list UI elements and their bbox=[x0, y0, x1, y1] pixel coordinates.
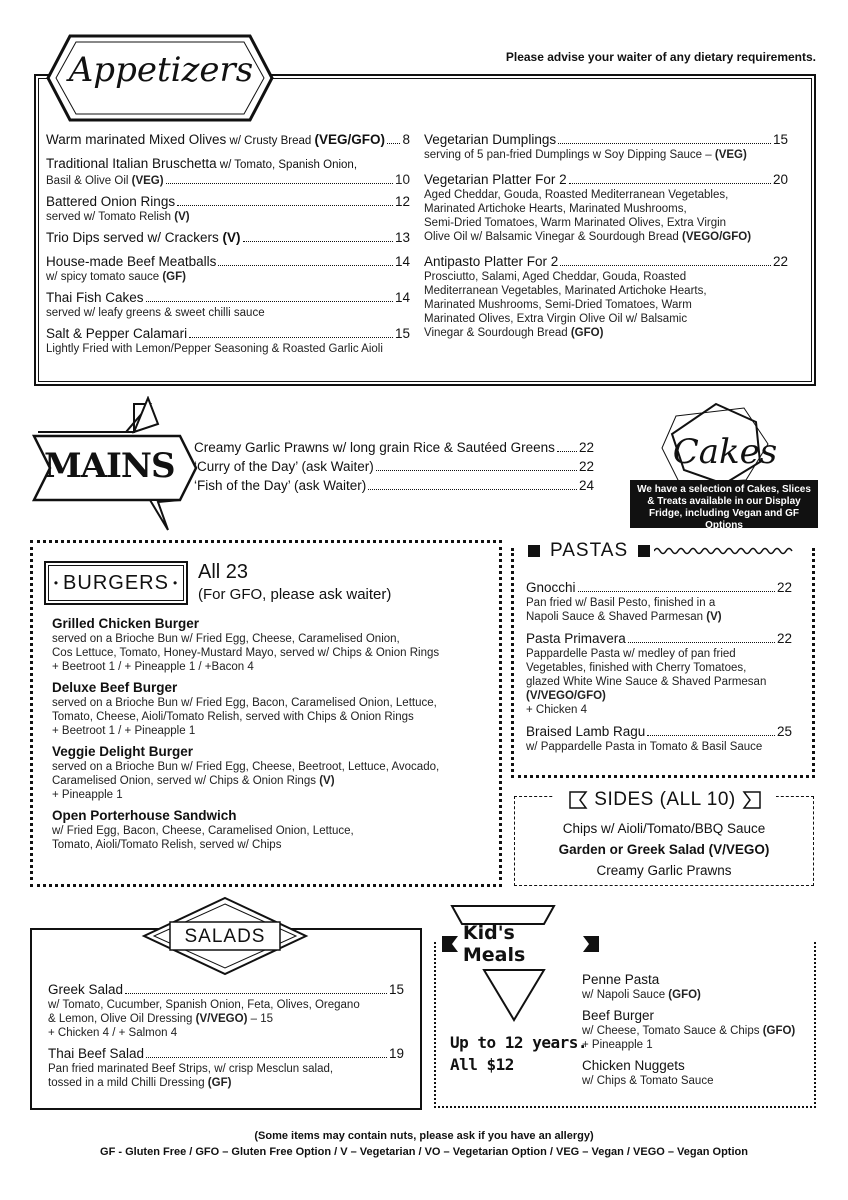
appetizer-desc: Lightly Fried with Lemon/Pepper Seasoning & Roasted Garlic Aioli bbox=[46, 343, 383, 355]
kids-list bbox=[582, 972, 812, 1088]
appetizer-name: Trio Dips served w/ Crackers bbox=[46, 230, 223, 245]
kids-header bbox=[440, 922, 600, 966]
appetizer-name: Traditional Italian Bruschetta bbox=[46, 156, 217, 171]
appetizer-price: 13 bbox=[394, 230, 410, 245]
kids-item bbox=[582, 1058, 812, 1088]
burger-desc-line: Tomato, Cheese, Aioli/Tomato Relish, served with Chips & Onion Rings bbox=[52, 711, 414, 723]
pasta-desc-line: glazed White Wine Sauce & Shaved Parmesan bbox=[526, 676, 767, 688]
kids-item bbox=[582, 1008, 812, 1052]
appetizer-desc-line: Vinegar & Sourdough Bread bbox=[424, 327, 571, 339]
burger-desc-line: served on a Brioche Bun w/ Fried Egg, Bacon, Caramelised Onion, Lettuce, bbox=[52, 697, 437, 709]
burgers-list bbox=[52, 616, 492, 852]
diet-tag: (V) bbox=[706, 611, 722, 623]
burger-name: Grilled Chicken Burger bbox=[52, 616, 200, 631]
burgers-gfo-note: (For GFO, please ask waiter) bbox=[198, 586, 392, 603]
salad-desc-line: w/ Tomato, Cucumber, Spanish Onion, Feta, Olives, Oregano bbox=[48, 999, 360, 1011]
bullet-icon: • bbox=[172, 576, 179, 590]
appetizer-name: Salt & Pepper Calamari bbox=[46, 326, 188, 341]
sides-header bbox=[554, 788, 776, 812]
mains-list bbox=[194, 440, 594, 493]
appetizer-item bbox=[46, 156, 410, 188]
side-item: Creamy Garlic Prawns bbox=[596, 863, 732, 878]
salad-price: 15 bbox=[388, 982, 404, 997]
appetizer-desc-line: Prosciutto, Salami, Aged Cheddar, Gouda, Roasted bbox=[424, 271, 687, 283]
appetizer-desc-line: Marinated Olives, Extra Virgin Olive Oil w/ Balsamic bbox=[424, 313, 688, 325]
mains-title: MAINS bbox=[44, 446, 175, 486]
appetizers-title: Appetizers bbox=[68, 50, 254, 90]
salad-desc-line: & Lemon, Olive Oil Dressing bbox=[48, 1013, 196, 1025]
diet-tag: (V/VEGO/GFO) bbox=[526, 690, 606, 702]
diet-tag: (VEGO/GFO) bbox=[682, 231, 752, 243]
salad-alt-price: – 15 bbox=[247, 1013, 273, 1025]
appetizer-desc-line: Aged Cheddar, Gouda, Roasted Mediterranean Vegetables, bbox=[424, 189, 729, 201]
mains-price: 22 bbox=[578, 459, 594, 474]
square-icon bbox=[638, 545, 650, 557]
side-item: Chips w/ Aioli/Tomato/BBQ Sauce bbox=[562, 821, 766, 836]
kids-item-name: Chicken Nuggets bbox=[582, 1058, 685, 1073]
kids-item-extra: + Pineapple 1 bbox=[582, 1039, 653, 1051]
appetizer-price: 20 bbox=[772, 172, 788, 187]
salad-price: 19 bbox=[388, 1046, 404, 1061]
pasta-price: 25 bbox=[776, 724, 792, 739]
appetizer-name: Battered Onion Rings bbox=[46, 194, 176, 209]
kids-title: Kid's Meals bbox=[462, 922, 526, 966]
burger-desc-line: + Beetroot 1 / + Pineapple 1 / +Bacon 4 bbox=[52, 661, 254, 673]
salad-desc-line: tossed in a mild Chilli Dressing bbox=[48, 1077, 208, 1089]
burger-item bbox=[52, 616, 492, 674]
side-item: Garden or Greek Salad (V/VEGO) bbox=[558, 842, 770, 857]
appetizer-name: Thai Fish Cakes bbox=[46, 290, 144, 305]
appetizer-name: Antipasto Platter For 2 bbox=[424, 254, 559, 269]
mains-item bbox=[194, 478, 594, 493]
kids-age-note bbox=[450, 1032, 587, 1076]
appetizer-price: 22 bbox=[772, 254, 788, 269]
mains-item bbox=[194, 440, 594, 455]
appetizer-item bbox=[46, 230, 410, 246]
appetizer-price: 14 bbox=[394, 254, 410, 269]
appetizer-desc: Basil & Olive Oil bbox=[46, 175, 132, 187]
burger-name: Veggie Delight Burger bbox=[52, 744, 194, 759]
diet-tag: (VEG) bbox=[131, 175, 164, 187]
appetizer-desc: serving of 5 pan-fried Dumplings w Soy Dipping Sauce – bbox=[424, 149, 715, 161]
pasta-desc-line: Pan fried w/ Basil Pesto, finished in a bbox=[526, 597, 716, 609]
appetizer-item bbox=[424, 254, 788, 340]
bullet-icon: • bbox=[53, 576, 60, 590]
appetizer-item bbox=[46, 194, 410, 224]
appetizer-desc: served w/ Tomato Relish bbox=[46, 211, 175, 223]
appetizer-name: House-made Beef Meatballs bbox=[46, 254, 217, 269]
ribbon-left-icon bbox=[440, 934, 459, 954]
kids-item-desc: w/ Napoli Sauce bbox=[582, 989, 669, 1001]
sides-list bbox=[514, 818, 814, 881]
burger-desc-line: Caramelised Onion, served w/ Chips & Onion Rings bbox=[52, 775, 320, 787]
salad-desc-line: Pan fried marinated Beef Strips, w/ crisp Mesclun salad, bbox=[48, 1063, 334, 1075]
square-icon bbox=[528, 545, 540, 557]
diet-tag: (VEG) bbox=[714, 149, 747, 161]
pasta-name: Gnocchi bbox=[526, 580, 576, 595]
appetizer-inline-desc: w/ Tomato, Spanish Onion, bbox=[216, 159, 358, 171]
burgers-price-note: All 23 bbox=[198, 561, 249, 583]
sides-title: SIDES (ALL 10) bbox=[594, 789, 736, 810]
cakes-title: Cakes bbox=[672, 432, 778, 472]
pastas-header bbox=[516, 540, 812, 562]
appetizer-price: 8 bbox=[402, 132, 410, 147]
appetizer-item bbox=[46, 132, 410, 149]
diet-tag: (GFO) bbox=[668, 989, 701, 1001]
appetizer-name: Warm marinated Mixed Olives bbox=[46, 132, 227, 147]
mains-name: ‘Curry of the Day’ (ask Waiter) bbox=[194, 459, 374, 474]
mains-price: 22 bbox=[578, 440, 594, 455]
burger-name: Deluxe Beef Burger bbox=[52, 680, 178, 695]
appetizer-desc-line: Marinated Mushrooms, Semi-Dried Tomatoes, Warm bbox=[424, 299, 692, 311]
burger-desc-line: + Beetroot 1 / + Pineapple 1 bbox=[52, 725, 196, 737]
burgers-title: BURGERS bbox=[63, 571, 169, 594]
kids-item bbox=[582, 972, 812, 1002]
appetizer-item bbox=[46, 254, 410, 284]
diet-tag: (GF) bbox=[162, 271, 186, 283]
diet-legend: GF - Gluten Free / GFO – Gluten Free Option / V – Vegetarian / VO – Vegetarian Option / VEG – Vegan / VEGO – Vegan Option bbox=[100, 1146, 748, 1158]
appetizer-price: 14 bbox=[394, 290, 410, 305]
burger-desc-line: Tomato, Aioli/Tomato Relish, served w/ Chips bbox=[52, 839, 282, 851]
burger-item bbox=[52, 808, 492, 852]
pastas-title: PASTAS bbox=[550, 540, 629, 561]
pasta-item bbox=[526, 724, 792, 754]
kids-item-desc: w/ Chips & Tomato Sauce bbox=[582, 1075, 714, 1087]
burger-item bbox=[52, 744, 492, 802]
diet-tag: (VEG/GFO) bbox=[314, 132, 385, 147]
diet-tag: (GFO) bbox=[570, 327, 604, 339]
pasta-name: Braised Lamb Ragu bbox=[526, 724, 646, 739]
appetizer-desc-line: Semi-Dried Tomatoes, Warm Marinated Olives, Extra Virgin bbox=[424, 217, 727, 229]
pasta-name: Pasta Primavera bbox=[526, 631, 626, 646]
appetizer-item bbox=[424, 132, 788, 162]
salads-title: SALADS bbox=[184, 926, 266, 947]
appetizers-right-column bbox=[424, 132, 788, 340]
pasta-price: 22 bbox=[776, 580, 792, 595]
appetizer-price: 15 bbox=[772, 132, 788, 147]
pastas-list bbox=[526, 580, 792, 754]
mains-name: Creamy Garlic Prawns w/ long grain Rice & Sautéed Greens bbox=[194, 440, 555, 455]
cakes-note: We have a selection of Cakes, Slices & Treats available in our Display Fridge, including Vegan and GF Options bbox=[637, 484, 811, 531]
appetizer-item bbox=[46, 326, 410, 356]
salad-name: Greek Salad bbox=[48, 982, 124, 997]
allergy-note: (Some items may contain nuts, please ask if you have an allergy) bbox=[254, 1130, 594, 1142]
burger-item bbox=[52, 680, 492, 738]
burgers-badge bbox=[44, 561, 188, 605]
salad-desc-line: + Chicken 4 / + Salmon 4 bbox=[48, 1027, 178, 1039]
appetizer-name: Vegetarian Platter For 2 bbox=[424, 172, 567, 187]
wave-divider bbox=[654, 546, 794, 556]
burger-desc-line: + Pineapple 1 bbox=[52, 789, 123, 801]
diet-tag: (V) bbox=[319, 775, 335, 787]
appetizer-item bbox=[46, 290, 410, 320]
kids-item-desc: w/ Cheese, Tomato Sauce & Chips bbox=[582, 1025, 763, 1037]
appetizer-desc-line: Olive Oil w/ Balsamic Vinegar & Sourdough Bread bbox=[424, 231, 683, 243]
kids-item-name: Beef Burger bbox=[582, 1008, 655, 1023]
burger-name: Open Porterhouse Sandwich bbox=[52, 808, 237, 823]
dietary-note: Please advise your waiter of any dietary requirements. bbox=[505, 50, 816, 64]
salad-item bbox=[48, 982, 404, 1040]
appetizer-price: 10 bbox=[394, 172, 410, 187]
appetizer-price: 15 bbox=[394, 326, 410, 341]
burger-desc-line: served on a Brioche Bun w/ Fried Egg, Cheese, Beetroot, Lettuce, Avocado, bbox=[52, 761, 440, 773]
mains-item bbox=[194, 459, 594, 474]
appetizers-left-column bbox=[46, 132, 410, 356]
ribbon-right-icon bbox=[742, 790, 762, 810]
kids-item-name: Penne Pasta bbox=[582, 972, 660, 987]
pasta-desc-line: w/ Pappardelle Pasta in Tomato & Basil Sauce bbox=[526, 741, 763, 753]
pasta-extra: + Chicken 4 bbox=[526, 704, 588, 716]
appetizer-desc: w/ spicy tomato sauce bbox=[46, 271, 163, 283]
diet-tag: (GFO) bbox=[762, 1025, 796, 1037]
pasta-desc-line: Pappardelle Pasta w/ medley of pan fried bbox=[526, 648, 736, 660]
mains-name: ‘Fish of the Day’ (ask Waiter) bbox=[194, 478, 367, 493]
appetizer-desc: served w/ leafy greens & sweet chilli sauce bbox=[46, 307, 265, 319]
appetizer-inline-desc: w/ Crusty Bread bbox=[226, 135, 315, 147]
kids-age-line: Up to 12 years. bbox=[450, 1033, 587, 1052]
ribbon-left-icon bbox=[568, 790, 588, 810]
burger-desc-line: served on a Brioche Bun w/ Fried Egg, Cheese, Caramelised Onion, bbox=[52, 633, 400, 645]
burger-desc-line: w/ Fried Egg, Bacon, Cheese, Caramelised Onion, Lettuce, bbox=[52, 825, 354, 837]
kids-price-line: All $12 bbox=[450, 1055, 514, 1074]
diet-tag: (V) bbox=[174, 211, 190, 223]
salads-list bbox=[48, 982, 404, 1090]
salad-item bbox=[48, 1046, 404, 1090]
pasta-desc-line: Vegetables, finished with Cherry Tomatoes, bbox=[526, 662, 747, 674]
diet-tag: (GF) bbox=[207, 1077, 232, 1089]
ribbon-right-icon bbox=[581, 934, 600, 954]
appetizer-name: Vegetarian Dumplings bbox=[424, 132, 557, 147]
appetizer-item bbox=[424, 172, 788, 244]
appetizer-desc-line: Mediterranean Vegetables, Marinated Artichoke Hearts, bbox=[424, 285, 707, 297]
pasta-item bbox=[526, 631, 792, 717]
pasta-item bbox=[526, 580, 792, 624]
burger-desc-line: Cos Lettuce, Tomato, Honey-Mustard Mayo, served w/ Chips & Onion Rings bbox=[52, 647, 440, 659]
pasta-price: 22 bbox=[776, 631, 792, 646]
pasta-desc-line: Napoli Sauce & Shaved Parmesan bbox=[526, 611, 707, 623]
appetizer-price: 12 bbox=[394, 194, 410, 209]
appetizer-desc-line: Marinated Artichoke Hearts, Marinated Mushrooms, bbox=[424, 203, 687, 215]
diet-tag: (V/VEGO) bbox=[195, 1013, 248, 1025]
salad-name: Thai Beef Salad bbox=[48, 1046, 145, 1061]
mains-price: 24 bbox=[578, 478, 594, 493]
diet-tag: (V) bbox=[222, 230, 241, 245]
